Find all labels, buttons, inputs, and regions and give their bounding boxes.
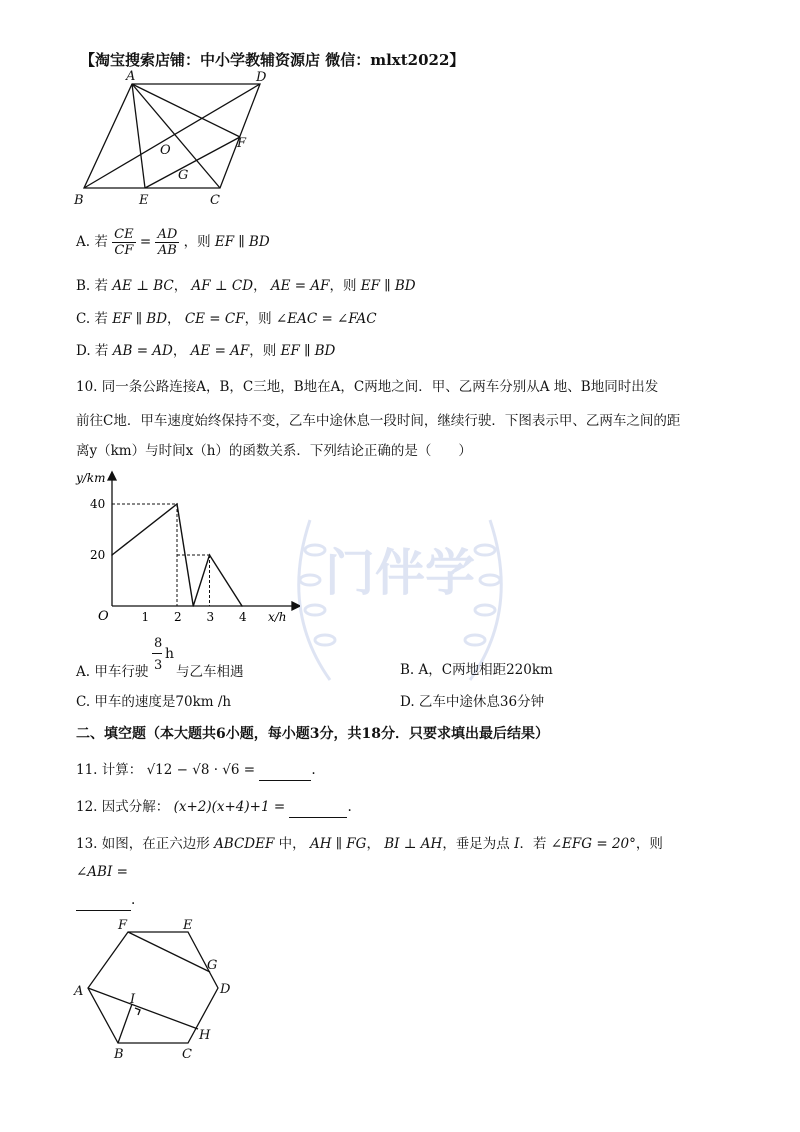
q9-b-prefix: B. 若 — [76, 278, 109, 294]
q13-hexagon-name: ABCDEF — [214, 836, 275, 852]
q9-d-then: ，则 — [249, 343, 277, 359]
series-point — [192, 605, 194, 607]
q11-prefix: 11. 计算： — [76, 762, 143, 778]
fraction-ad-ab — [155, 227, 179, 258]
label-E: E — [183, 918, 193, 933]
x-tick-label: 2 — [174, 610, 182, 624]
fraction-denominator: 3 — [154, 658, 163, 673]
q11-answer-blank — [259, 760, 311, 781]
label-C: C — [182, 1047, 192, 1062]
q13-line3 — [76, 890, 135, 911]
label-O: O — [160, 143, 171, 158]
y-tick-label: 40 — [90, 497, 106, 511]
q11-expression: √12 − √8 · √6 = — [146, 762, 256, 778]
q13-cond3: ∠EFG = 20° — [550, 836, 636, 852]
q13-text: ．若 — [519, 836, 547, 852]
q9-b-conclusion: EF ∥ BD — [360, 278, 416, 294]
q9-a-then: ，则 — [183, 234, 211, 250]
period: . — [311, 762, 316, 778]
q9-d-cond2: AE = AF — [190, 343, 250, 359]
q10-option-d: D. 乙车中途休息36分钟 — [400, 694, 545, 710]
q9-b-cond2: AF ⊥ CD — [191, 278, 254, 294]
parallelogram-figure — [70, 68, 280, 213]
q13-text: ，垂足为点 — [442, 836, 510, 852]
label-D: D — [220, 982, 231, 997]
q9-b-cond1: AE ⊥ BC — [112, 278, 174, 294]
q9-d-prefix: D. 若 — [76, 343, 109, 359]
q10-option-b: B. A，C两地相距220km — [400, 662, 553, 678]
q9-c-conclusion: ∠EAC = ∠FAC — [275, 311, 377, 327]
fraction-numerator: AD — [157, 227, 178, 242]
q12-prefix: 12. 因式分解： — [76, 799, 170, 815]
label-A: A — [126, 69, 136, 84]
q9-c-cond1: EF ∥ BD — [112, 311, 168, 327]
fraction-numerator: 8 — [154, 636, 163, 651]
period: . — [131, 892, 136, 908]
separator: ， — [173, 278, 188, 294]
q9-c-prefix: C. 若 — [76, 311, 108, 327]
label-B: B — [74, 193, 84, 208]
label-G: G — [178, 168, 189, 183]
label-D: D — [256, 70, 267, 85]
q11 — [76, 760, 316, 781]
q13-cond1: AH ∥ FG — [309, 836, 367, 852]
q9-c-cond2: CE = CF — [184, 311, 245, 327]
equals-sign: = — [139, 234, 152, 250]
series-point — [176, 503, 178, 505]
y-tick-label: 20 — [90, 548, 106, 562]
origin-label: O — [98, 609, 109, 624]
q9-b-then: ，则 — [329, 278, 357, 294]
series-point — [241, 605, 243, 607]
separator: ， — [366, 836, 380, 852]
y-axis-label: y/km — [76, 471, 106, 485]
fraction-ce-cf — [112, 227, 135, 258]
q13-question: ∠ABI = — [76, 864, 128, 880]
label-B: B — [114, 1047, 124, 1062]
q13-cond2: BI ⊥ AH — [384, 836, 443, 852]
y-axis-arrow — [108, 472, 116, 480]
q9-d-cond1: AB = AD — [112, 343, 173, 359]
label-A: A — [74, 984, 84, 999]
q13-point-i: I — [514, 836, 520, 852]
header-banner: 【淘宝搜索店铺：中小学教辅资源店 微信：mlxt2022】 — [80, 51, 465, 69]
q13-text: ，则 — [635, 836, 663, 852]
separator: ， — [253, 278, 267, 294]
fraction-denominator: CF — [114, 243, 134, 258]
distance-time-chart — [70, 468, 300, 628]
q13-line2 — [76, 862, 128, 882]
period: . — [347, 799, 352, 815]
unit-hours: h — [165, 646, 175, 662]
x-tick-label: 1 — [141, 610, 150, 624]
q10-line1: 10. 同一条公路连接A，B，C三地，B地在A，C两地之间．甲、乙两车分别从A 地、B地同时出发 — [76, 379, 659, 395]
watermark-text: 门伴学 — [325, 543, 475, 602]
tick-labels — [90, 497, 247, 624]
q13-text: 中， — [278, 836, 306, 852]
label-E: E — [139, 193, 149, 208]
fraction-bar — [152, 653, 162, 654]
q9-a-prefix: A. 若 — [76, 234, 108, 250]
label-H: H — [199, 1028, 211, 1043]
label-C: C — [210, 193, 220, 208]
label-G: G — [207, 958, 218, 973]
q10-a-prefix: A. 甲车行驶 — [76, 664, 149, 680]
q9-option-c — [76, 309, 377, 329]
q12-expression: (x+2)(x+4)+1 = — [173, 799, 286, 815]
q9-c-then: ，则 — [244, 311, 272, 327]
q9-option-d — [76, 341, 335, 361]
q13-line1 — [76, 834, 663, 854]
hexagon-figure — [70, 915, 250, 1065]
x-axis-label: x/h — [268, 610, 287, 624]
x-tick-label: 4 — [239, 610, 247, 624]
q9-b-cond3: AE = AF — [270, 278, 330, 294]
x-tick-label: 3 — [206, 610, 215, 624]
label-F: F — [118, 918, 128, 933]
separator: ， — [167, 311, 181, 327]
label-F: F — [237, 136, 247, 151]
guide-lines — [112, 504, 210, 606]
q9-option-a — [76, 222, 270, 262]
q12 — [76, 797, 352, 818]
separator: ， — [172, 343, 187, 359]
fraction-denominator: AB — [157, 243, 177, 258]
q13-text: 13. 如图，在正六边形 — [76, 836, 210, 852]
q10-option-c: C. 甲车的速度是70km /h — [76, 694, 232, 710]
label-I: I — [130, 992, 136, 1007]
section-fill-in-title: 二、填空题（本大题共6小题，每小题3分，共18分．只要求填出最后结果） — [76, 726, 549, 742]
q10-a-suffix: 与乙车相遇 — [176, 664, 244, 680]
x-axis-arrow — [292, 602, 300, 610]
q9-option-b — [76, 276, 416, 296]
q12-answer-blank — [289, 797, 347, 818]
q13-answer-blank — [76, 890, 131, 911]
series-point — [209, 554, 211, 556]
fraction-numerator: CE — [114, 227, 134, 242]
series-point — [111, 554, 113, 556]
q10-line3: 离y（km）与时间x（h）的函数关系．下列结论正确的是（ ） — [76, 443, 472, 459]
q10-line2: 前往C地．甲车速度始终保持不变，乙车中途休息一段时间，继续行驶．下图表示甲、乙两车之间的距 — [76, 413, 681, 429]
q9-a-conclusion: EF ∥ BD — [214, 234, 270, 250]
q9-d-conclusion: EF ∥ BD — [280, 343, 336, 359]
